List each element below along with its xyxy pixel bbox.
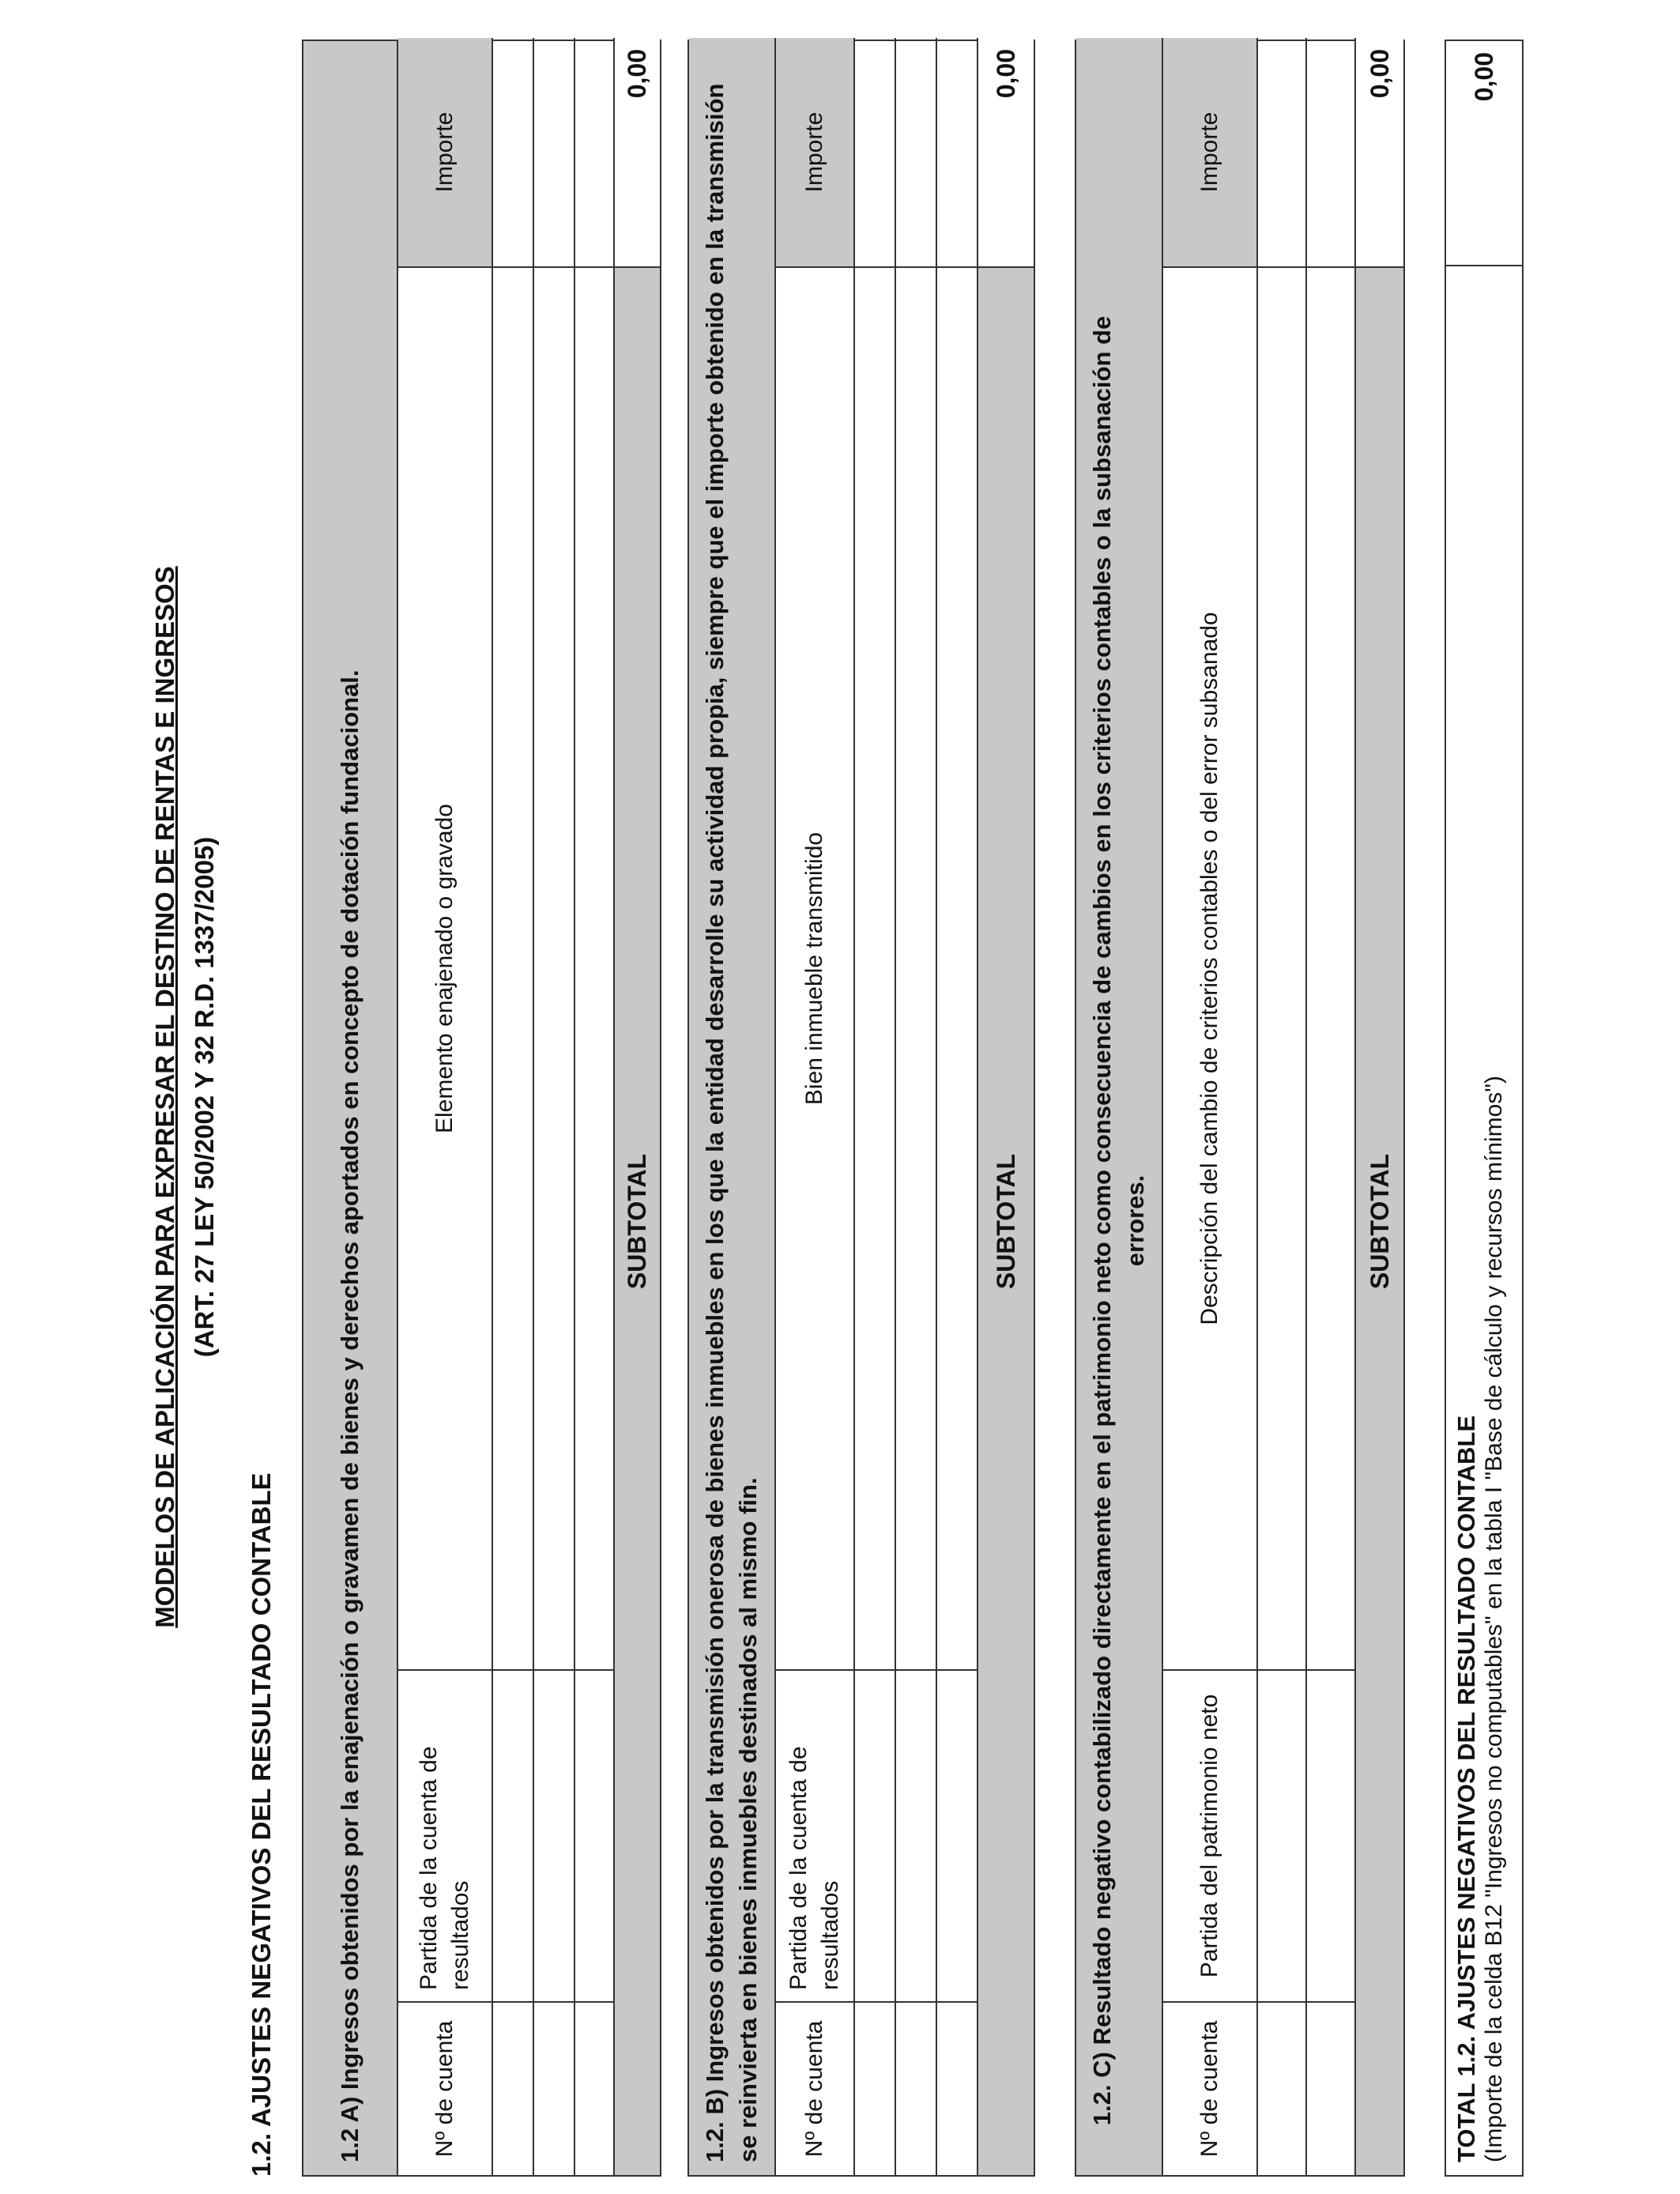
total-note: (Importe de la celda B12 "Ingresos no computables" en la tabla I "Base de cálculo y recursos mínimos") [1481,1076,1507,2162]
table-a-row-1-account[interactable] [493,2001,534,2175]
table-b-header-account-number: Nº de cuenta [776,2001,855,2175]
table-a-row-2-amount[interactable] [534,38,575,266]
table-b-title: 1.2. B) Ingresos obtenidos por la transmisión onerosa de bienes inmuebles en los que la entidad desarrolle su actividad propia, siempre que el importe obtenido en la transmisión se reinvierta en bienes inmuebles destinados al mismo fin. [689,38,776,2175]
table-a-row-1-amount[interactable] [493,38,534,266]
table-b-row-2-item[interactable] [896,1669,937,2001]
table-c-row-1-item[interactable] [1258,1669,1307,2001]
table-b-row-3-account[interactable] [937,2001,978,2175]
total-value: 0,00 [1446,41,1522,266]
table-b-row-2-account[interactable] [896,2001,937,2175]
table-c-row-1-amount[interactable] [1258,38,1307,266]
table-c-row-2-amount[interactable] [1307,38,1356,266]
table-a-row-3-account[interactable] [575,2001,615,2175]
table-a-header-element: Elemento enajenado o gravado [398,266,493,1669]
table-b-row-1-item[interactable] [855,1669,896,2001]
table-b-row-1-account[interactable] [855,2001,896,2175]
table-a-row-3-element[interactable] [575,266,615,1669]
table-c-title-filler [1076,38,1163,266]
table-b-row-1-amount[interactable] [855,38,896,266]
table-b [687,40,1035,2177]
table-c-row-2-item[interactable] [1307,1669,1356,2001]
table-a-row-3-amount[interactable] [575,38,615,266]
table-c-header-account-number: Nº de cuenta [1163,2001,1258,2175]
table-c-subtotal-value: 0,00 [1356,38,1403,266]
total-title: TOTAL 1.2. AJUSTES NEGATIVOS DEL RESULTADO CONTABLE [1452,1415,1480,2162]
table-a-row-2-element[interactable] [534,266,575,1669]
total-label-area [1446,266,1522,2175]
table-a-title-filler [303,41,398,266]
table-b-row-1-property[interactable] [855,266,896,1669]
table-a-header-account-number: Nº de cuenta [398,2001,493,2175]
table-a-row-1-element[interactable] [493,266,534,1669]
table-b-header-amount: Importe [776,38,855,266]
document-subtitle: (ART. 27 LEY 50/2002 Y 32 R.D. 1337/2005) [190,836,219,1358]
table-c-header-amount: Importe [1163,38,1258,266]
total-box [1445,40,1524,2177]
table-b-row-3-property[interactable] [937,266,978,1669]
table-b-subtotal-label: SUBTOTAL [978,266,1034,2175]
table-a-row-2-item[interactable] [534,1669,575,2001]
table-c-header-equity-item: Partida del patrimonio neto [1163,1669,1258,2001]
table-a-header-amount: Importe [398,38,493,266]
table-a-row-1-item[interactable] [493,1669,534,2001]
table-a-title: 1.2 A) Ingresos obtenidos por la enajenación o gravamen de bienes y derechos aportados en concepto de dotación fundacional. [303,266,398,2175]
table-c-header-description: Descripción del cambio de criterios contables o del error subsanado [1163,266,1258,1669]
table-c [1075,40,1405,2177]
table-b-row-3-amount[interactable] [937,38,978,266]
table-a-subtotal-label: SUBTOTAL [615,266,660,2175]
table-a-row-2-account[interactable] [534,2001,575,2175]
document-title: MODELOS DE APLICACIÓN PARA EXPRESAR EL DESTINO DE RENTAS E INGRESOS [150,566,179,1628]
table-c-row-1-description[interactable] [1258,266,1307,1669]
table-c-row-2-description[interactable] [1307,266,1356,1669]
table-c-row-1-account[interactable] [1258,2001,1307,2175]
table-b-header-account-item: Partida de la cuenta de resultados [776,1669,855,2001]
table-c-row-2-account[interactable] [1307,2001,1356,2175]
table-c-title: 1.2. C) Resultado negativo contabilizado directamente en el patrimonio neto como consecuencia de cambios en los criterios contables o la subsanación de errores. [1076,266,1163,2175]
table-b-row-2-property[interactable] [896,266,937,1669]
table-b-row-2-amount[interactable] [896,38,937,266]
table-a [302,40,661,2177]
table-b-header-property: Bien inmueble transmitido [776,266,855,1669]
section-heading: 1.2. AJUSTES NEGATIVOS DEL RESULTADO CONTABLE [247,1472,276,2177]
table-b-subtotal-value: 0,00 [978,38,1034,266]
table-c-subtotal-label: SUBTOTAL [1356,266,1403,2175]
table-b-row-3-item[interactable] [937,1669,978,2001]
table-a-row-3-item[interactable] [575,1669,615,2001]
table-a-subtotal-value: 0,00 [615,38,660,266]
table-a-header-account-item: Partida de la cuenta de resultados [398,1669,493,2001]
